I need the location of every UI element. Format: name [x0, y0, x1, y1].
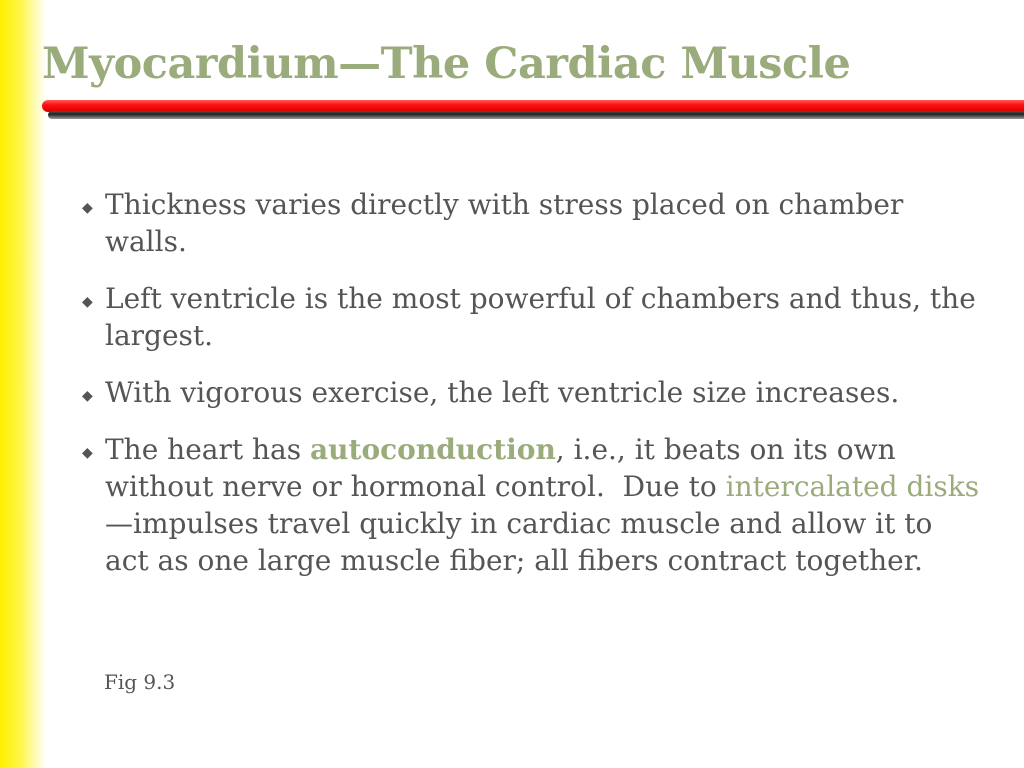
title-bar-shadow: [48, 111, 1024, 119]
bullet-text-part: The heart has: [105, 433, 311, 466]
bullet-item: [80, 374, 980, 411]
bullet-text-part: , i.e., it beats on its own without nerve or hormonal control. Due to: [105, 433, 896, 503]
term-intercalated-disks: intercalated disks: [725, 470, 980, 503]
bullet-item: [80, 431, 980, 579]
bullet-text: Left ventricle is the most powerful of chambers and thus, the largest.: [105, 282, 976, 352]
figure-reference: Fig 9.3: [104, 670, 176, 694]
bullet-text-part: —impulses travel quickly in cardiac muscle and allow it to act as one large muscle fiber; all fibers contract together.: [105, 507, 933, 577]
slide-title: Myocardium—The Cardiac Muscle: [42, 39, 851, 89]
title-underline-bar: [42, 100, 1024, 120]
term-autoconduction: autoconduction: [310, 433, 556, 466]
diamond-bullet-icon: ◆: [82, 445, 93, 461]
bullet-text: Thickness varies directly with stress placed on chamber walls.: [105, 188, 904, 258]
bullet-item: [80, 280, 980, 354]
diamond-bullet-icon: ◆: [82, 200, 93, 216]
diamond-bullet-icon: ◆: [82, 388, 93, 404]
bullet-text: With vigorous exercise, the left ventricle size increases.: [105, 376, 900, 409]
bullet-list: [80, 186, 980, 599]
bullet-item: [80, 186, 980, 260]
left-accent-band: [0, 0, 46, 768]
diamond-bullet-icon: ◆: [82, 294, 93, 310]
